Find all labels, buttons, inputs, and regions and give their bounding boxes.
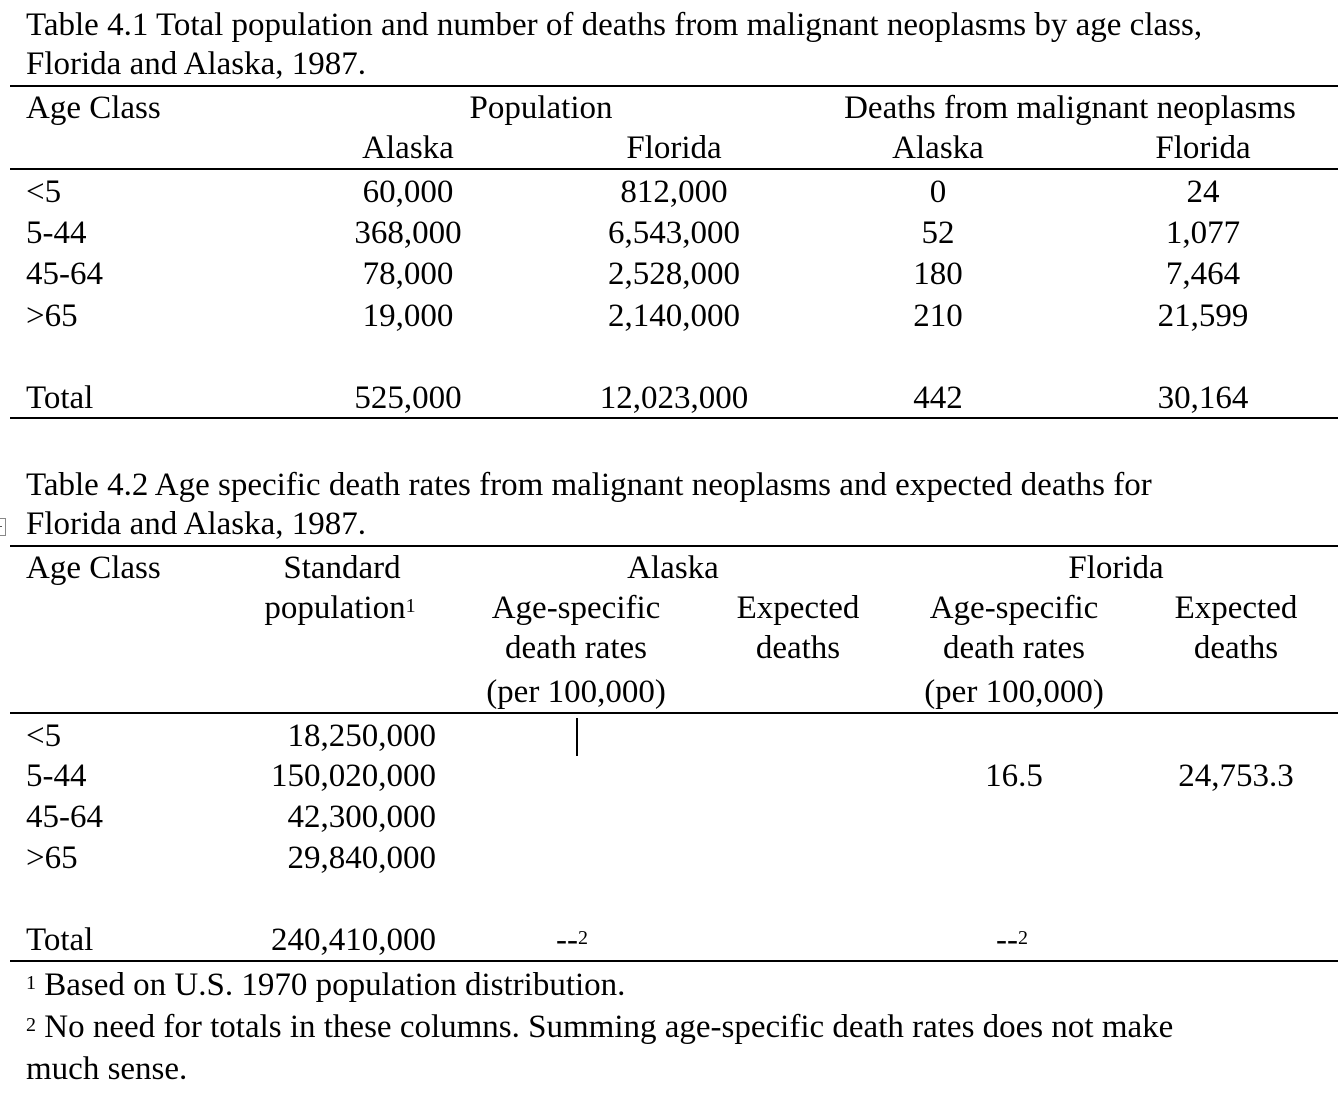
table1-row-pop-alaska: 19,000	[362, 298, 454, 334]
footnote-1: $^1$ Based on U.S. 1970 population distribution.	[26, 967, 626, 1003]
table2-caption-line1: Table 4.2 Age specific death rates from malignant neoplasms and expected deaths for	[26, 467, 1152, 503]
table1-row-deaths-florida: 7,464	[1165, 256, 1241, 292]
table2-total-std-pop: 240,410,000	[271, 922, 436, 958]
table2-row-std-pop: 18,250,000	[287, 718, 436, 754]
table2-row-std-pop: 150,020,000	[271, 758, 436, 794]
table2-header-ak-rate-line2: death rates	[504, 630, 648, 666]
table2-header-fl-rate-line1: Age-specific	[929, 590, 1099, 626]
footnote-2-line2: much sense.	[26, 1051, 188, 1087]
table2-row-age: 5-44	[26, 758, 87, 794]
table2-header-fl-exp-line1: Expected	[1174, 590, 1298, 626]
table1-row-deaths-florida: 24	[1186, 174, 1220, 210]
table1-top-rule	[10, 85, 1338, 87]
table2-header-rule	[10, 712, 1338, 714]
footnote-ref-1: 1	[405, 595, 416, 617]
table2-bottom-rule	[10, 960, 1338, 962]
table1-header-deaths-alaska: Alaska	[892, 130, 984, 166]
table1-row-pop-alaska: 78,000	[362, 256, 454, 292]
table2-header-standard: Standard	[283, 550, 401, 586]
table1-row-pop-florida: 2,140,000	[608, 298, 740, 334]
table2-row-age: <5	[26, 718, 62, 754]
table2-top-rule	[10, 545, 1338, 547]
table1-header-pop-alaska: Alaska	[362, 130, 454, 166]
table1-row-age: 45-64	[26, 256, 103, 292]
footnote-ref-2: 2	[577, 927, 588, 949]
table2-header-ak-rate-line1: Age-specific	[491, 590, 661, 626]
text-cursor	[576, 718, 578, 756]
table1-row-pop-florida: 6,543,000	[608, 215, 740, 251]
table1-row-deaths-florida: 1,077	[1165, 215, 1241, 251]
table-move-handle-icon[interactable]	[0, 518, 6, 536]
table1-row-pop-florida: 812,000	[620, 174, 728, 210]
table1-bottom-rule	[10, 417, 1338, 419]
table2-header-ak-exp-line1: Expected	[736, 590, 860, 626]
table1-total-pop-alaska: 525,000	[354, 380, 462, 416]
table1-row-deaths-alaska: 210	[913, 298, 963, 334]
table2-total-ak-rate: --$^2$	[556, 922, 588, 958]
table1-total-label: Total	[26, 380, 94, 416]
table1-caption-line2: Florida and Alaska, 1987.	[26, 46, 367, 82]
table2-header-population: population$^1$	[264, 590, 416, 626]
table1-row-age: >65	[26, 298, 78, 334]
footnote-2-mark: 2	[26, 1014, 36, 1036]
table2-header-ak-exp-line2: deaths	[755, 630, 841, 666]
footnote-ref-2: 2	[1017, 927, 1028, 949]
table2-header-fl-rate-line2: death rates	[942, 630, 1086, 666]
table1-header-rule	[10, 168, 1338, 170]
footnote-1-mark: 1	[26, 972, 36, 994]
table1-row-deaths-florida: 21,599	[1157, 298, 1249, 334]
table2-header-age-class: Age Class	[26, 550, 161, 586]
table1-total-deaths-alaska: 442	[913, 380, 963, 416]
table1-total-deaths-florida: 30,164	[1157, 380, 1249, 416]
table2-header-florida: Florida	[1068, 550, 1164, 586]
table2-header-ak-rate-line3: (per 100,000)	[486, 674, 666, 710]
table2-header-fl-exp-line2: deaths	[1193, 630, 1279, 666]
table1-header-deaths: Deaths from malignant neoplasms	[844, 90, 1296, 126]
table2-header-fl-rate-line3: (per 100,000)	[924, 674, 1104, 710]
table1-row-deaths-alaska: 0	[929, 174, 947, 210]
table1-row-pop-alaska: 60,000	[362, 174, 454, 210]
table2-row-fl-expected[interactable]: 24,753.3	[1178, 758, 1294, 794]
table1-row-pop-alaska: 368,000	[354, 215, 462, 251]
table2-caption-line2: Florida and Alaska, 1987.	[26, 506, 367, 542]
table1-caption-line1: Table 4.1 Total population and number of deaths from malignant neoplasms by age class,	[26, 7, 1203, 43]
table1-row-deaths-alaska: 52	[921, 215, 955, 251]
table2-row-std-pop: 29,840,000	[287, 840, 436, 876]
table1-row-pop-florida: 2,528,000	[608, 256, 740, 292]
table2-header-alaska: Alaska	[627, 550, 719, 586]
table1-total-pop-florida: 12,023,000	[599, 380, 749, 416]
table2-total-fl-rate: --$^2$	[996, 922, 1028, 958]
table1-header-population: Population	[469, 90, 613, 126]
table1-row-deaths-alaska: 180	[913, 256, 963, 292]
footnote-2-line1: $^2$ No need for totals in these columns. Summing age-specific death rates does not make	[26, 1009, 1174, 1045]
table2-row-age: >65	[26, 840, 78, 876]
table1-header-deaths-florida: Florida	[1155, 130, 1251, 166]
table1-header-pop-florida: Florida	[626, 130, 722, 166]
table1-row-age: <5	[26, 174, 62, 210]
table1-row-age: 5-44	[26, 215, 87, 251]
table2-row-fl-rate[interactable]: 16.5	[985, 758, 1043, 794]
table2-row-age: 45-64	[26, 799, 103, 835]
table1-header-age-class: Age Class	[26, 90, 161, 126]
table2-total-label: Total	[26, 922, 94, 958]
table2-row-std-pop: 42,300,000	[287, 799, 436, 835]
